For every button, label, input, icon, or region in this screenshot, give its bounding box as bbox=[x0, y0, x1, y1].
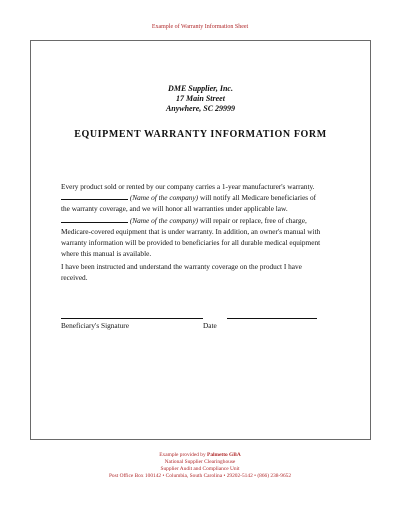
date-line[interactable] bbox=[227, 318, 317, 319]
paragraph-line: Medicare-covered equipment that is under warranty. In addition, an owner's manual with bbox=[61, 226, 321, 236]
company-placeholder: (Name of the company) bbox=[129, 193, 199, 203]
paragraph-line: Every product sold or rented by our company carries a 1-year manufacturer's warranty. bbox=[61, 182, 315, 191]
form-title: EQUIPMENT WARRANTY INFORMATION FORM bbox=[74, 129, 327, 140]
beneficiary-signature-line[interactable] bbox=[61, 318, 203, 319]
footer-contact: Post Office Box 100142 • Columbia, South Carolina • 29202-5142 • (866) 238-9652 bbox=[108, 473, 292, 479]
company-name-blank bbox=[61, 192, 128, 200]
footer-text: Example provided by bbox=[159, 452, 208, 458]
footer-org: Palmetto GBA bbox=[207, 452, 241, 458]
company-placeholder: (Name of the company) bbox=[129, 215, 199, 225]
supplier-city: Anywhere, SC 29999 bbox=[165, 104, 236, 113]
footer-provided-by bbox=[0, 452, 400, 458]
paragraph-line: warranty information will be provided to beneficiaries for all durable medical equipment bbox=[61, 238, 321, 248]
paragraph-line bbox=[61, 215, 356, 226]
paragraph-line bbox=[61, 192, 356, 203]
paragraph-line: I have been instructed and understand the warranty coverage on the product I have bbox=[61, 262, 302, 271]
paragraph-text: will repair or replace, free of charge, bbox=[198, 215, 307, 225]
paragraph-line: where this manual is available. bbox=[61, 249, 152, 259]
date-label: Date bbox=[203, 321, 217, 330]
form-frame bbox=[30, 40, 371, 440]
warranty-paragraph bbox=[61, 181, 356, 259]
supplier-name: DME Supplier, Inc. bbox=[168, 84, 233, 93]
footer-unit: Supplier Audit and Compliance Unit bbox=[160, 466, 240, 472]
beneficiary-signature-label: Beneficiary's Signature bbox=[61, 321, 129, 330]
paragraph-text: will notify all Medicare beneficiaries of bbox=[198, 193, 317, 203]
supplier-street: 17 Main Street bbox=[176, 94, 225, 103]
company-name-blank bbox=[61, 215, 128, 223]
footer-clearinghouse: National Supplier Clearinghouse bbox=[164, 459, 236, 465]
sheet-caption: Example of Warranty Information Sheet bbox=[151, 24, 249, 30]
paragraph-line: the warranty coverage, and we will honor all warranties under applicable law. bbox=[61, 204, 288, 214]
paragraph-line: received. bbox=[61, 273, 88, 283]
acknowledgement-paragraph bbox=[61, 261, 356, 283]
